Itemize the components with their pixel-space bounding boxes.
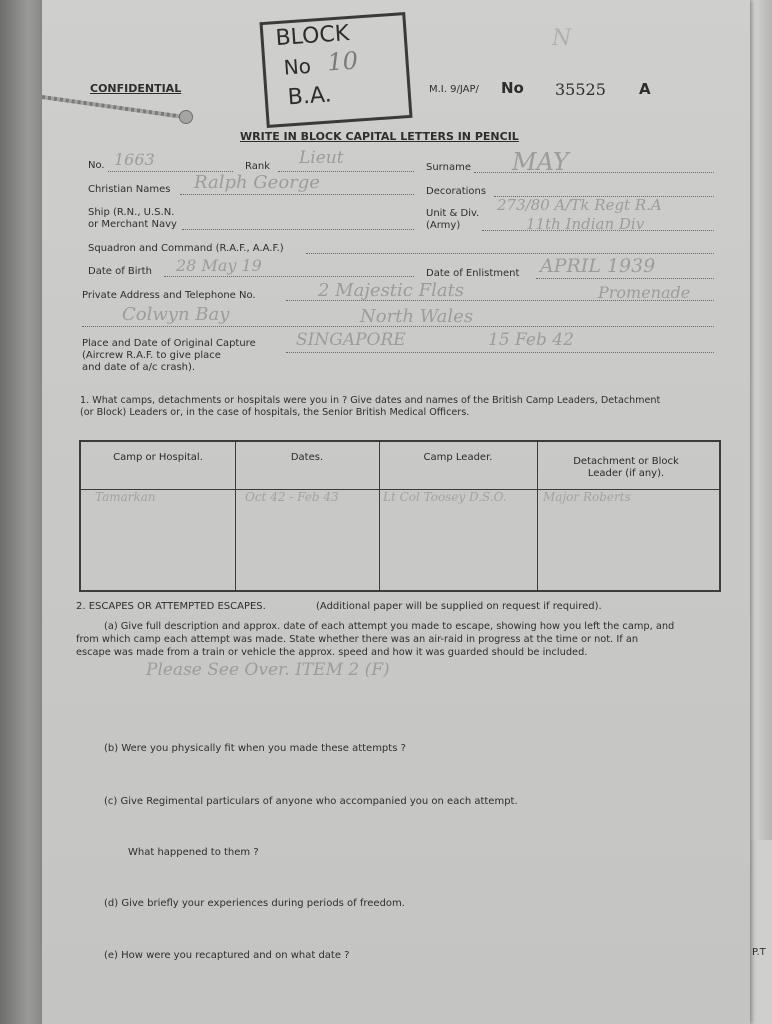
table-row-detachment: Major Roberts — [543, 490, 631, 504]
capture-label-1: Place and Date of Original Capture — [82, 338, 256, 349]
christian-names-label: Christian Names — [88, 184, 171, 195]
no-value: 1663 — [114, 150, 155, 169]
dob-value: 28 May 19 — [176, 256, 262, 275]
table-col-divider-2 — [379, 442, 380, 590]
unit-value-1: 273/80 A/Tk Regt R.A — [497, 196, 662, 214]
ship-line — [182, 229, 414, 230]
block-stamp — [259, 12, 412, 128]
capture-value-1: SINGAPORE — [296, 330, 406, 350]
table-row-camp: Tamarkan — [95, 490, 156, 504]
enlistment-label: Date of Enlistment — [426, 268, 520, 279]
table-col-divider-3 — [537, 442, 538, 590]
serial-number: 35525 — [555, 80, 606, 99]
q2c-text: (c) Give Regimental particulars of anyone who accompanied you on each attempt. — [104, 796, 518, 807]
surname-line — [474, 172, 714, 173]
decorations-label: Decorations — [426, 186, 487, 197]
rank-value: Lieut — [299, 148, 344, 168]
capture-label-2: (Aircrew R.A.F. to give place — [82, 350, 221, 361]
rank-label: Rank — [245, 161, 270, 172]
instruction-heading: WRITE IN BLOCK CAPITAL LETTERS IN PENCIL — [240, 130, 519, 143]
ship-label-2: or Merchant Navy — [88, 219, 177, 230]
enlistment-line — [536, 278, 714, 279]
table-header-dates: Dates. — [290, 452, 324, 463]
q2b-text: (b) Were you physically fit when you made these attempts ? — [104, 743, 406, 754]
confidential-label: CONFIDENTIAL — [90, 82, 182, 95]
q1-line-2: (or Block) Leaders or, in the case of hospitals, the Senior British Medical Officers. — [80, 407, 470, 418]
punch-hole — [179, 110, 193, 124]
no-label: No. — [88, 160, 105, 171]
q2-heading-note: (Additional paper will be supplied on request if required). — [316, 601, 602, 612]
table-row-camp-leader: Lt Col Toosey D.S.O. — [383, 490, 507, 504]
table-col-divider-1 — [235, 442, 236, 590]
q2a-answer: Please See Over. ITEM 2 (F) — [146, 660, 390, 680]
table-header-camp: Camp or Hospital. — [113, 452, 203, 463]
capture-label-3: and date of a/c crash). — [82, 362, 196, 373]
q2e-text: (e) How were you recaptured and on what date ? — [104, 950, 350, 961]
q2d-text: (d) Give briefly your experiences during periods of freedom. — [104, 898, 405, 909]
capture-value-2: 15 Feb 42 — [488, 330, 574, 350]
address-value-1: 2 Majestic Flats — [318, 280, 465, 301]
address-label: Private Address and Telephone No. — [82, 290, 256, 301]
surname-label: Surname — [426, 162, 471, 173]
address-value-2: Colwyn Bay — [122, 304, 230, 325]
dob-label: Date of Birth — [88, 266, 152, 277]
stamp-ba-text: B.A. — [286, 82, 333, 111]
address-value-1b: Promenade — [598, 283, 691, 302]
no-label-header: No — [501, 79, 524, 97]
christian-line — [180, 194, 414, 195]
squadron-label: Squadron and Command (R.A.F., A.A.F.) — [88, 243, 284, 254]
q2a-line-1: (a) Give full description and approx. date of each attempt you made to escape, showing how you left the camp, and — [104, 621, 675, 632]
form-ref: M.I. 9/JAP/ — [429, 84, 479, 95]
tag-string — [42, 95, 191, 120]
q1-line-1: 1. What camps, detachments or hospitals were you in ? Give dates and names of the British Camp Leaders, Detachment — [80, 395, 661, 406]
table-header-camp-leader: Camp Leader. — [423, 452, 493, 463]
stamp-block-text: BLOCK — [274, 21, 351, 52]
unit-label-2: (Army) — [426, 220, 461, 231]
unit-value-2: 11th Indian Div — [526, 215, 645, 233]
camps-table — [79, 440, 721, 592]
q2a-line-3: escape was made from a train or vehicle the approx. speed and how it was guarded should be included. — [76, 647, 588, 658]
table-row-dates: Oct 42 - Feb 43 — [245, 490, 339, 504]
form-sheet — [42, 0, 750, 1024]
corner-scribble: N — [552, 26, 572, 51]
q2a-line-2: from which camp each attempt was made. State whether there was an air-raid in progress at the time or not. If an — [76, 634, 639, 645]
surname-value: MAY — [512, 148, 569, 176]
squadron-line — [306, 253, 714, 254]
ship-label-1: Ship (R.N., U.S.N. — [88, 207, 175, 218]
unit-label-1: Unit & Div. — [426, 208, 480, 219]
stamp-no-text: No — [282, 53, 312, 80]
margin-pt-text: P.T — [752, 947, 766, 958]
christian-names-value: Ralph George — [194, 172, 320, 193]
table-header-detachment: Detachment or Block Leader (if any). — [573, 456, 679, 479]
dob-line — [164, 276, 414, 277]
capture-line — [286, 352, 714, 353]
q2-heading: 2. ESCAPES OR ATTEMPTED ESCAPES. — [76, 601, 266, 612]
serial-suffix: A — [639, 80, 651, 98]
stamp-no-value: 10 — [326, 46, 359, 77]
q2c-followup: What happened to them ? — [128, 847, 259, 858]
enlistment-value: APRIL 1939 — [540, 255, 656, 277]
address-value-2b: North Wales — [360, 306, 474, 327]
